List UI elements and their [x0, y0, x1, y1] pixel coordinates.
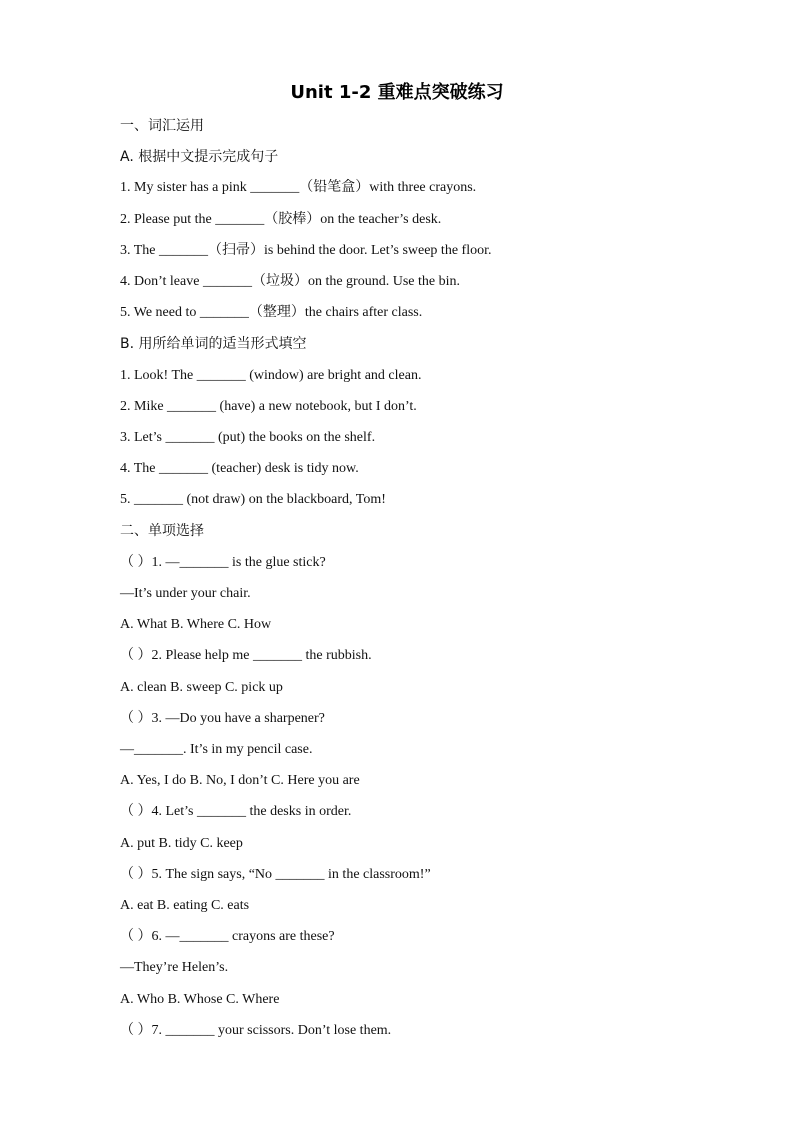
question-line: （ ）2. Please help me _______ the rubbish.	[120, 648, 372, 663]
question-line: （ ）3. —Do you have a sharpener?	[120, 711, 325, 726]
options-line: A. Yes, I do B. No, I don’t C. Here you are	[120, 773, 360, 788]
question-line: （ ）4. Let’s _______ the desks in order.	[120, 804, 352, 819]
answer-line: —It’s under your chair.	[120, 586, 251, 601]
partA-heading: A. 根据中文提示完成句子	[120, 149, 279, 165]
partA-item: 1. My sister has a pink _______（铅笔盒）with three crayons.	[120, 180, 477, 195]
partA-item: 4. Don’t leave _______（垃圾）on the ground. Use the bin.	[120, 274, 460, 289]
partA-item: 5. We need to _______（整理）the chairs after class.	[120, 305, 423, 320]
partB-item: 5. _______ (not draw) on the blackboard, Tom!	[120, 492, 386, 507]
question-line: （ ）5. The sign says, “No _______ in the classroom!”	[120, 867, 431, 882]
section2-heading: 二、单项选择	[120, 523, 204, 539]
partB-heading: B. 用所给单词的适当形式填空	[120, 336, 307, 352]
options-line: A. put B. tidy C. keep	[120, 836, 243, 851]
partA-item: 2. Please put the _______（胶棒）on the teacher’s desk.	[120, 212, 442, 227]
page-title: Unit 1-2 重难点突破练习	[290, 82, 504, 103]
partB-item: 1. Look! The _______ (window) are bright and clean.	[120, 368, 422, 383]
options-line: A. eat B. eating C. eats	[120, 898, 250, 913]
answer-line: —_______. It’s in my pencil case.	[120, 742, 313, 757]
section1-heading: 一、词汇运用	[120, 118, 204, 134]
partA-item: 3. The _______（扫帚）is behind the door. Let’s sweep the floor.	[120, 243, 492, 258]
options-line: A. clean B. sweep C. pick up	[120, 680, 283, 695]
partB-item: 4. The _______ (teacher) desk is tidy now.	[120, 461, 359, 476]
question-line: （ ）6. —_______ crayons are these?	[120, 929, 335, 944]
options-line: A. What B. Where C. How	[120, 617, 272, 632]
options-line: A. Who B. Whose C. Where	[120, 992, 280, 1007]
question-line: （ ）1. —_______ is the glue stick?	[120, 555, 326, 570]
partB-item: 2. Mike _______ (have) a new notebook, but I don’t.	[120, 399, 417, 414]
answer-line: —They’re Helen’s.	[120, 960, 229, 975]
partB-item: 3. Let’s _______ (put) the books on the shelf.	[120, 430, 376, 445]
question-line: （ ）7. _______ your scissors. Don’t lose them.	[120, 1023, 392, 1038]
